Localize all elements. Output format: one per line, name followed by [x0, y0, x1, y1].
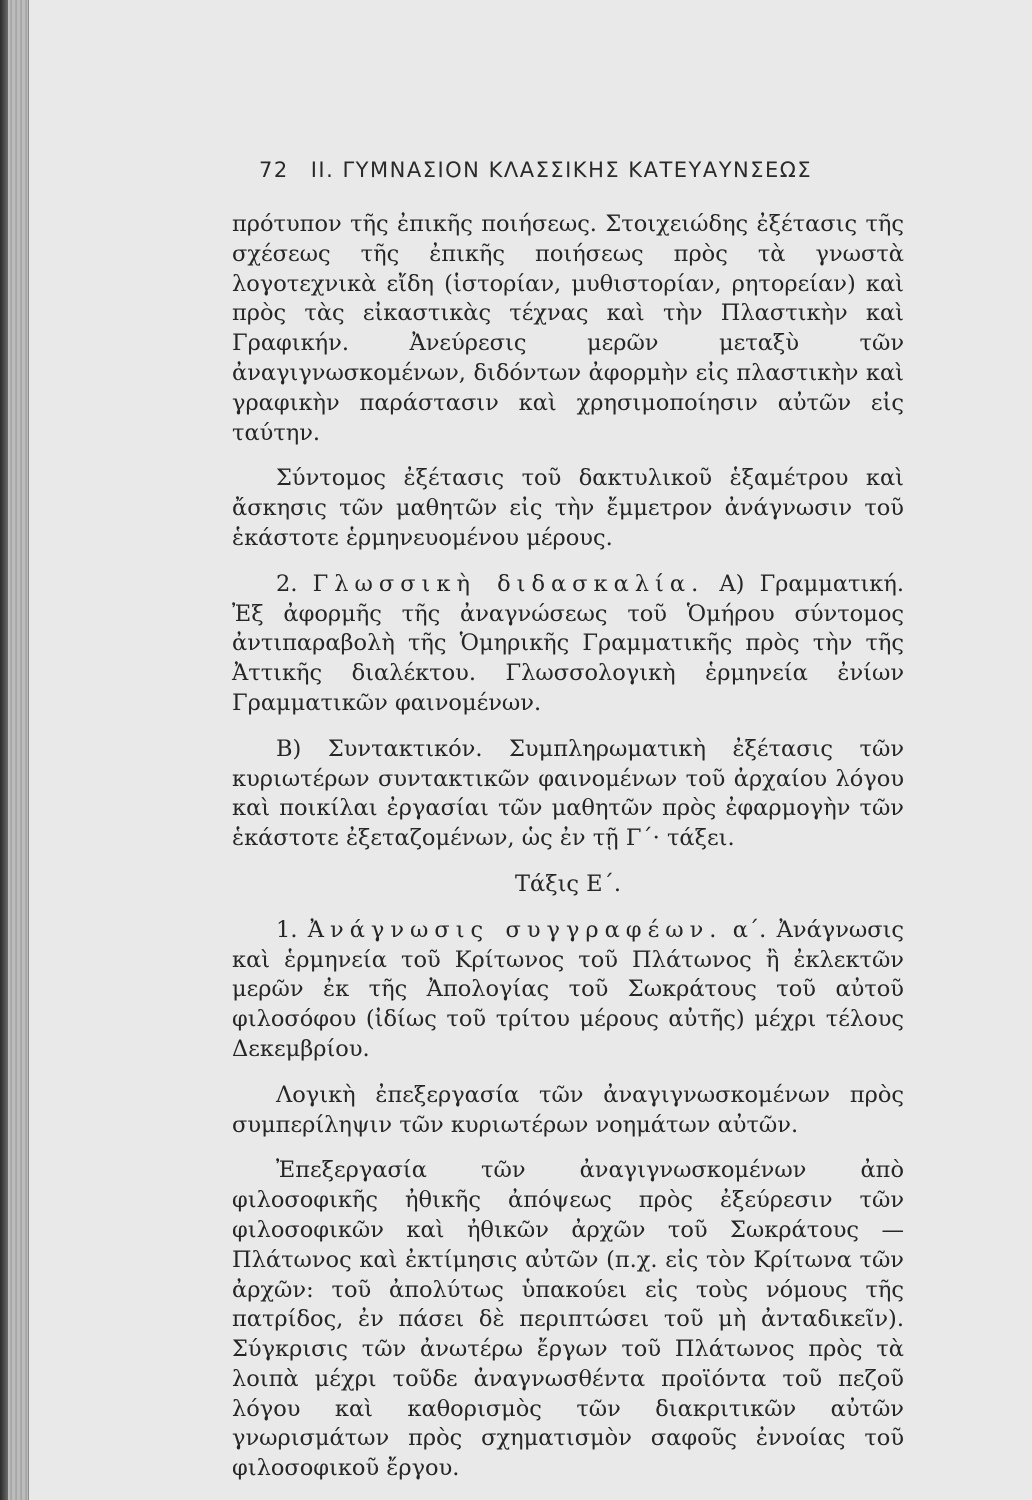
section-2-grammar: [232, 570, 904, 719]
section-1-heading: Ἀνάγνωσις συγγραφέων.: [307, 916, 723, 943]
section-1-sub: α΄.: [732, 916, 767, 943]
section-1-text: Ἀνάγνωσις καὶ ἑρμηνεία τοῦ Κρίτωνος τοῦ Πλάτωνος ἢ ἐκλεκτῶν μερῶν ἐκ τῆς Ἀπολογίας τοῦ Σωκράτους τοῦ αὐτοῦ φιλοσόφου (ἰδίως τοῦ τρίτου μέρους αὐτῆς) μέχρι τέλους Δεκεμβρίου.: [232, 916, 905, 1062]
binding-shadow: [0, 0, 8, 1500]
class-heading: Τάξις Ε΄.: [515, 870, 621, 897]
paragraph-logical-processing: Λογικὴ ἐπεξεργασία τῶν ἀναγιγνωσκομένων πρὸς συμπερίληψιν τῶν κυριωτέρων νοημάτων αὐτῶν.: [232, 1081, 904, 1138]
section-1-number: 1.: [276, 916, 298, 943]
paragraph-hexameter: Σύντομος ἐξέτασις τοῦ δακτυλικοῦ ἑξαμέτρου καὶ ἄσκησις τῶν μαθητῶν εἰς τὴν ἔμμετρον ἀνάγνωσιν τοῦ ἑκάστοτε ἑρμηνευομένου μέρους.: [232, 465, 904, 551]
paragraph-philosophical-processing: Ἐπεξεργασία τῶν ἀναγιγνωσκομένων ἀπὸ φιλοσοφικῆς ἠθικῆς ἀπόψεως πρὸς ἐξεύρεσιν τῶν φιλοσοφικῶν καὶ ἠθικῶν ἀρχῶν τοῦ Σωκράτους — Πλάτωνος καὶ ἐκτίμησις αὐτῶν (π.χ. εἰς τὸν Κρίτωνα τῶν ἀρχῶν: τοῦ ἀπολύτως ὑπακούει εἰς τοὺς νόμους τῆς πατρίδος, ἐν πάσει δὲ περιπτώσει τοῦ μὴ ἀνταδικεῖν). Σύγκρισις τῶν ἀνωτέρω ἔργων τοῦ Πλάτωνος πρὸς τὰ λοιπὰ μέχρι τοῦδε ἀναγνωσθέντα προϊόντα τοῦ πεζοῦ λόγου καὶ καθορισμὸς τῶν διακριτικῶν αὐτῶν γνωρισμάτων πρὸς σχηματισμὸν σαφοῦς ἐννοίας τοῦ φιλοσοφικοῦ ἔργου.: [232, 1157, 904, 1482]
page-stack-edges: [8, 0, 28, 1500]
paragraph-continuation: πρότυπον τῆς ἐπικῆς ποιήσεως. Στοιχειώδης ἐξέτασις τῆς σχέσεως τῆς ἐπικῆς ποιήσεως πρὸς τὰ γνωστὰ λογοτεχνικὰ εἴδη (ἱστορίαν, μυθιστορίαν, ρητορείαν) καὶ πρὸς τὰς εἰκαστικὰς τέχνας καὶ τὴν Πλαστικὴν καὶ Γραφικήν. Ἀνεύρεσις μερῶν μεταξὺ τῶν ἀναγιγνωσκομένων, διδόντων ἀφορμὴν εἰς πλαστικὴν καὶ γραφικὴν παράστασιν καὶ χρησιμοποίησιν αὐτῶν εἰς ταύτην.: [232, 211, 904, 446]
section-2a-text: Ἐξ ἀφορμῆς τῆς ἀναγνώσεως τοῦ Ὁμήρου σύντομος ἀντιπαραβολὴ τῆς Ὁμηρικῆς Γραμματικῆς πρὸς τὴν τῆς Ἀττικῆς διαλέκτου. Γλωσσολογικὴ ἑρμηνεία ἐνίων Γραμματικῶν φαινομένων.: [232, 600, 904, 716]
page-number: 72: [259, 158, 289, 182]
body-text: [232, 210, 904, 1484]
section-2-number: 2.: [276, 570, 298, 597]
section-2-heading: Γλωσσικὴ διδασκαλία.: [312, 570, 705, 597]
running-title: II. ΓΥΜΝΑΣΙΟΝ ΚΛΑΣΣΙΚΗΣ ΚΑΤΕΥΑΥΝΣΕΩΣ: [310, 158, 813, 182]
section-2b-syntax: Β) Συντακτικόν. Συμπληρωματικὴ ἐξέτασις τῶν κυριωτέρων συντακτικῶν φαινομένων τοῦ ἀρχαίου λόγου καὶ ποικίλαι ἐργασίαι τῶν μαθητῶν πρὸς ἐφαρμογὴν τῶν ἑκάστοτε ἐξεταζομένων, ὡς ἐν τῇ Γ΄· τάξει.: [232, 735, 904, 852]
section-1-reading: [232, 916, 904, 1065]
running-header: [259, 158, 812, 182]
section-2a-label: Α) Γραμματική.: [719, 570, 905, 597]
